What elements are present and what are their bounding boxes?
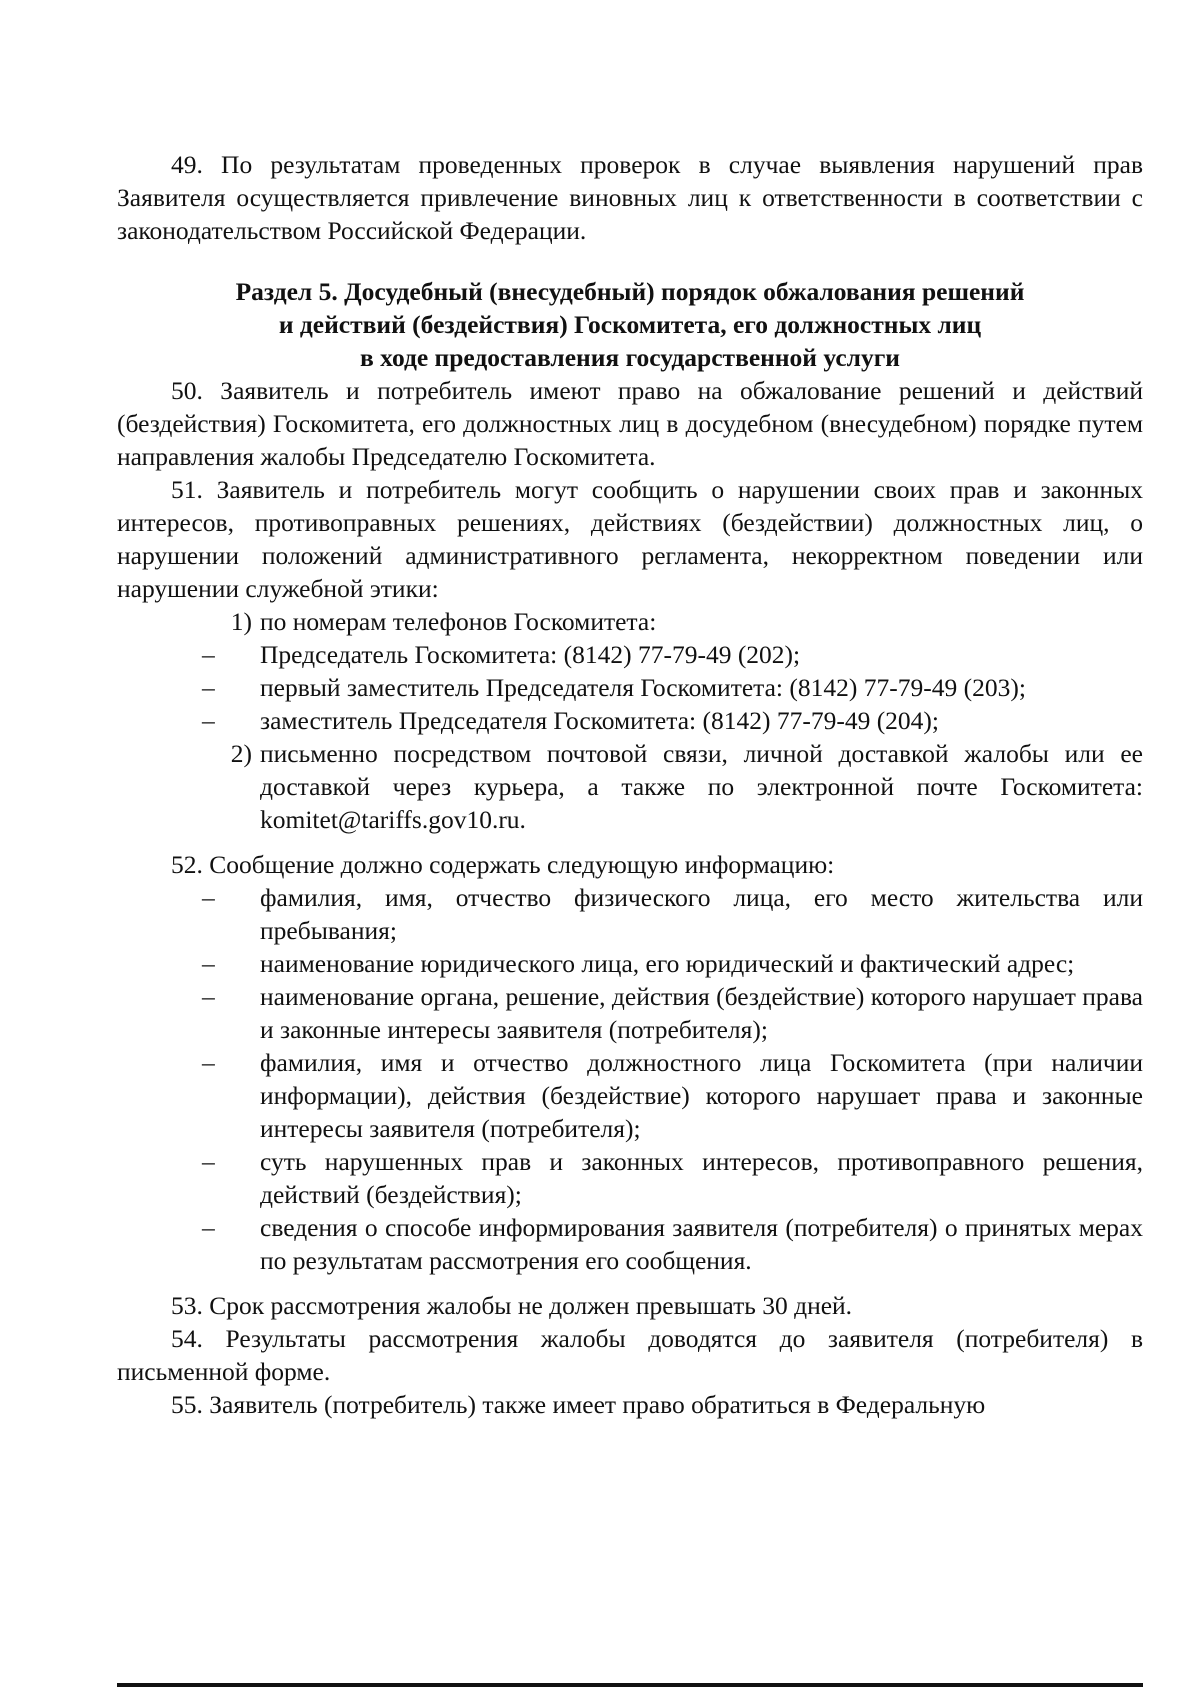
requirement-text: фамилия, имя и отчество должностного лица Госкомитета (при наличии информации), действия (бездействие) которого нарушает права и законные интересы заявителя (потребителя); bbox=[260, 1048, 1143, 1143]
dash-marker: – bbox=[202, 982, 215, 1011]
requirement-list-item bbox=[117, 881, 1143, 947]
phone-deputy: заместитель Председателя Госкомитета: (8142) 77-79-49 (204); bbox=[260, 706, 940, 735]
dash-marker: – bbox=[202, 706, 215, 735]
contact-item-1 bbox=[117, 605, 1143, 638]
paragraph-54: 54. Результаты рассмотрения жалобы доводятся до заявителя (потребителя) в письменной форме. bbox=[117, 1324, 1143, 1386]
paragraph-52: 52. Сообщение должно содержать следующую информацию: bbox=[171, 850, 835, 879]
spacer bbox=[117, 1277, 1143, 1289]
dash-marker: – bbox=[202, 949, 215, 978]
requirement-list-item bbox=[117, 1046, 1143, 1145]
requirement-text: сведения о способе информирования заявителя (потребителя) о принятых мерах по результатам рассмотрения его сообщения. bbox=[260, 1213, 1143, 1275]
list-number-1: 1) bbox=[230, 607, 252, 636]
dash-marker: – bbox=[202, 640, 215, 669]
paragraph-55: 55. Заявитель (потребитель) также имеет право обратиться в Федеральную bbox=[171, 1390, 986, 1419]
phone-list-item bbox=[117, 671, 1143, 704]
section-heading-line-1: Раздел 5. Досудебный (внесудебный) порядок обжалования решений bbox=[235, 277, 1025, 306]
requirement-text: суть нарушенных прав и законных интересов, противоправного решения, действий (бездействия); bbox=[260, 1147, 1143, 1209]
paragraph-51: 51. Заявитель и потребитель могут сообщить о нарушении своих прав и законных интересов, противоправных решениях, действиях (бездействии) должностных лиц, о нарушении положений административного регламента, некорректном поведении или нарушении служебной этики: bbox=[117, 475, 1143, 603]
contact-item-2 bbox=[117, 737, 1143, 836]
contact-item-1-text: по номерам телефонов Госкомитета: bbox=[260, 607, 657, 636]
dash-marker: – bbox=[202, 1147, 215, 1176]
paragraph-49: 49. По результатам проведенных проверок в случае выявления нарушений прав Заявителя осуществляется привлечение виновных лиц к ответственности в соответствии с законодательством Российской Федерации. bbox=[117, 150, 1143, 245]
section-heading-line-3: в ходе предоставления государственной услуги bbox=[360, 343, 900, 372]
dash-marker: – bbox=[202, 1048, 215, 1077]
requirement-list-item bbox=[117, 1211, 1143, 1277]
paragraph-53: 53. Срок рассмотрения жалобы не должен превышать 30 дней. bbox=[171, 1291, 853, 1320]
requirement-text: наименование юридического лица, его юридический и фактический адрес; bbox=[260, 949, 1075, 978]
dash-marker: – bbox=[202, 673, 215, 702]
requirement-text: фамилия, имя, отчество физического лица, его место жительства или пребывания; bbox=[260, 883, 1143, 945]
paragraph-49-block bbox=[117, 148, 1143, 247]
dash-marker: – bbox=[202, 883, 215, 912]
spacer bbox=[117, 836, 1143, 848]
requirement-list-item bbox=[117, 1145, 1143, 1211]
list-number-2: 2) bbox=[230, 739, 252, 768]
phone-list-item bbox=[117, 704, 1143, 737]
phone-chairman: Председатель Госкомитета: (8142) 77-79-49 (202); bbox=[260, 640, 801, 669]
phone-first-deputy: первый заместитель Председателя Госкомитета: (8142) 77-79-49 (203); bbox=[260, 673, 1026, 702]
requirement-list-item bbox=[117, 947, 1143, 980]
requirement-text: наименование органа, решение, действия (бездействие) которого нарушает права и законные интересы заявителя (потребителя); bbox=[260, 982, 1143, 1044]
contact-item-2-text: письменно посредством почтовой связи, личной доставкой жалобы или ее доставкой через курьера, а также по электронной почте Госкомитета: komitet@tariffs.gov10.ru. bbox=[260, 739, 1143, 834]
section-5-heading bbox=[117, 275, 1143, 374]
requirement-list-item bbox=[117, 980, 1143, 1046]
paragraph-50: 50. Заявитель и потребитель имеют право на обжалование решений и действий (бездействия) Госкомитета, его должностных лиц в досудебном (внесудебном) порядке путем направления жалобы Председателю Госкомитета. bbox=[117, 376, 1143, 471]
phone-list-item bbox=[117, 638, 1143, 671]
footer-rule bbox=[117, 1683, 1143, 1687]
main-content-block bbox=[117, 374, 1143, 1421]
section-heading-line-2: и действий (бездействия) Госкомитета, его должностных лиц bbox=[278, 310, 982, 339]
dash-marker: – bbox=[202, 1213, 215, 1242]
